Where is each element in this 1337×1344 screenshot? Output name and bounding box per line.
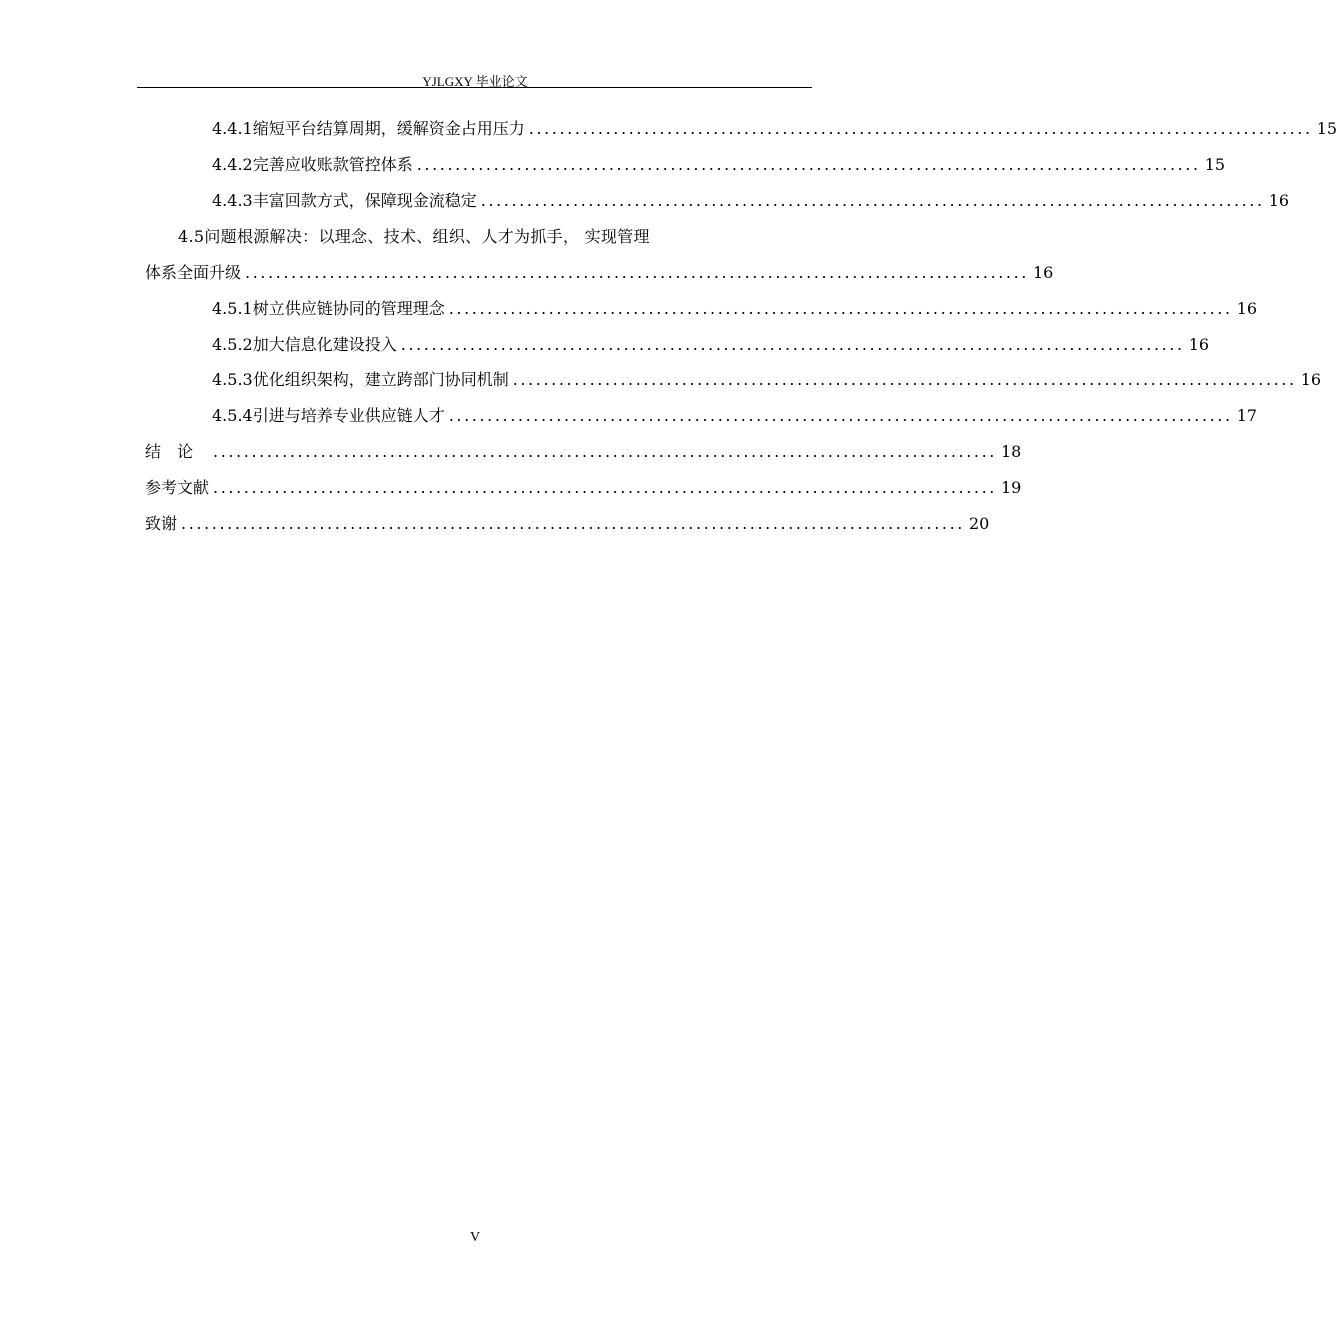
dot-leader: ...................................................................................................... xyxy=(213,442,997,461)
toc-entry[interactable] xyxy=(145,476,1022,500)
footer-page-number: V xyxy=(469,1230,481,1245)
toc-entry[interactable] xyxy=(145,512,990,536)
toc-entry[interactable] xyxy=(212,153,1226,177)
toc-entry-title: 参考文献 xyxy=(145,478,210,497)
dot-leader: ...................................................................................................... xyxy=(480,191,1265,210)
toc-entry[interactable] xyxy=(212,333,1210,357)
toc-page-number: 15 xyxy=(1204,155,1226,174)
dot-leader: ...................................................................................................... xyxy=(528,119,1313,138)
dot-leader: ...................................................................................................... xyxy=(416,155,1201,174)
toc-entry-title: 4.4.2完善应收账款管控体系 xyxy=(212,155,413,174)
toc-entry-title: 4.4.3丰富回款方式，保障现金流稳定 xyxy=(212,191,477,210)
toc-page-number: 16 xyxy=(1188,335,1210,354)
toc-entry[interactable] xyxy=(145,261,1054,285)
dot-leader: ...................................................................................................... xyxy=(400,335,1185,354)
toc-entry[interactable] xyxy=(145,440,1022,464)
running-header-title: YJLGXY 毕业论文 xyxy=(422,74,528,89)
toc-entry-title-line1[interactable]: 4.5问题根源解决：以理念、技术、组织、人才为抓手， 实现管理 xyxy=(178,227,650,246)
dot-leader: ...................................................................................................... xyxy=(448,406,1233,425)
dot-leader: ...................................................................................................... xyxy=(181,514,965,533)
toc-entry[interactable] xyxy=(212,117,1337,141)
toc-page-number: 18 xyxy=(1000,442,1022,461)
toc-entry[interactable] xyxy=(212,404,1258,428)
toc-entry-title: 4.4.1缩短平台结算周期，缓解资金占用压力 xyxy=(212,119,525,138)
dot-leader: ...................................................................................................... xyxy=(448,299,1233,318)
dot-leader: ...................................................................................................... xyxy=(512,370,1297,389)
toc-page-number: 19 xyxy=(1000,478,1022,497)
dot-leader: ...................................................................................................... xyxy=(213,478,997,497)
toc-page-number: 16 xyxy=(1268,191,1290,210)
toc-entry[interactable] xyxy=(212,368,1322,392)
toc-page-number: 16 xyxy=(1236,299,1258,318)
toc-entry-title: 致谢 xyxy=(145,514,178,533)
toc-entry-title: 4.5.4引进与培养专业供应链人才 xyxy=(212,406,445,425)
toc-page-number: 20 xyxy=(968,514,990,533)
dot-leader: ...................................................................................................... xyxy=(245,263,1029,282)
toc-entry-title: 4.5.3优化组织架构，建立跨部门协同机制 xyxy=(212,370,509,389)
toc-page-number: 15 xyxy=(1316,119,1337,138)
toc-entry-title: 4.5.1树立供应链协同的管理理念 xyxy=(212,299,445,318)
toc-page-number: 16 xyxy=(1032,263,1054,282)
toc-entry[interactable] xyxy=(212,189,1290,213)
toc-entry-title-line2: 体系全面升级 xyxy=(145,263,242,282)
toc-entry-title: 4.5.2加大信息化建设投入 xyxy=(212,335,397,354)
toc-page-number: 16 xyxy=(1300,370,1322,389)
toc-page-number: 17 xyxy=(1236,406,1258,425)
toc-entry-title: 结论 xyxy=(145,442,210,461)
toc-entry[interactable] xyxy=(212,297,1258,321)
